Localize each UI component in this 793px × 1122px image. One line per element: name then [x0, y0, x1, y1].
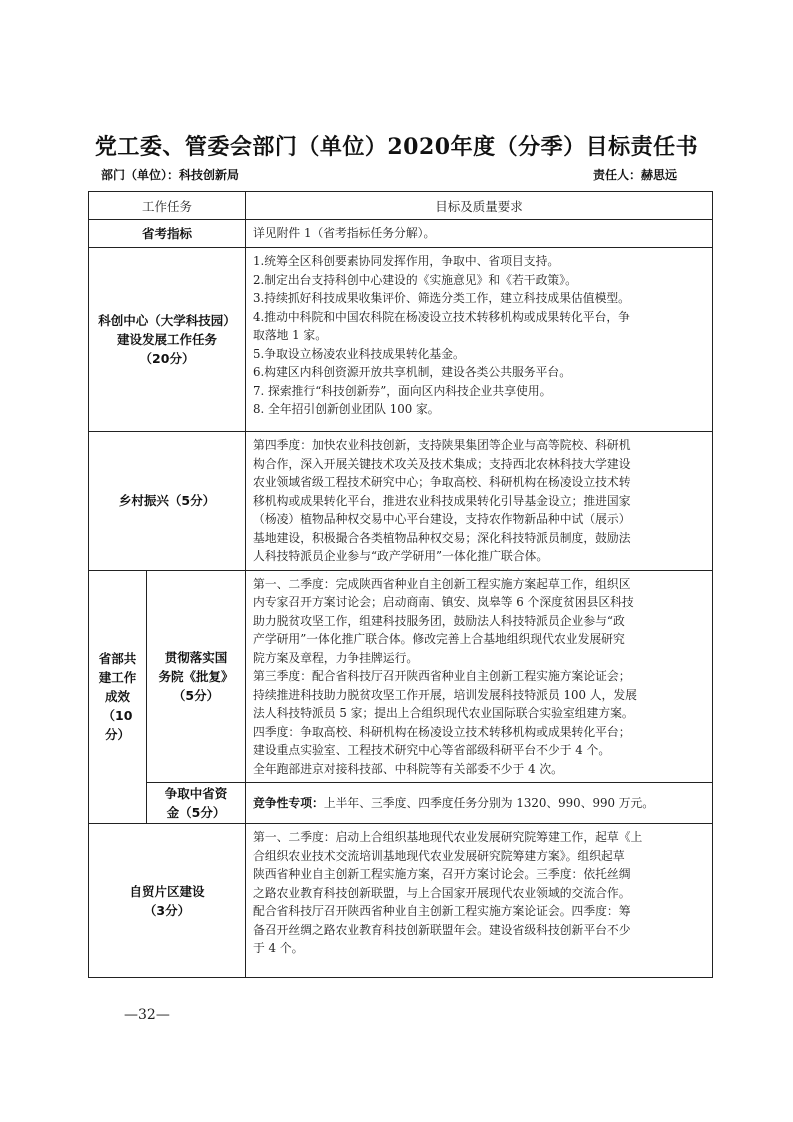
document-title: 党工委、管委会部门（单位）2020年度（分季）目标责任书: [94, 134, 699, 160]
target-responsibility-table: [88, 191, 713, 978]
table-row: [89, 248, 713, 432]
row-label-rural-revitalization: 乡村振兴（5分）: [89, 432, 246, 571]
table-row: [89, 432, 713, 571]
subrow-content-central-provincial-funds: 竞争性专项：上半年、三季度、四季度任务分别为 1320、990、990 万元。: [246, 783, 713, 824]
row-content-free-trade-zone: 第一、二季度：启动上合组织基地现代农业发展研究院筹建工作，起草《上 合组织农业技术交流培训基地现代农业发展研究院筹建方案》。组织起草 陕西省种业自主创新工程实施方案，召开方案讨论会。三季度：依托丝绸 之路农业教育科技创新联盟，与上合国家开展现代农业领域的交流合作。 配合省科技厅召开陕西省种业自主创新工程实施方案论证会。四季度：筹 备召开丝绸之路农业教育科技创新联盟年会。建设省级科技创新平台不少 于 4 个。: [246, 824, 713, 978]
row-content-provincial-indicators: 详见附件 1（省考指标任务分解）。: [246, 220, 713, 248]
row-label-ministry-province-cooperation: 省部共 建工作 成效 （10 分）: [89, 570, 147, 824]
responsible-person-label: 责任人：赫思远: [593, 168, 678, 182]
subrow-content-state-council-approval: 第一、二季度：完成陕西省种业自主创新工程实施方案起草工作，组织区 内专家召开方案讨论会；启动商南、镇安、岚皋等 6 个深度贫困县区科技 助力脱贫攻坚工作，组建科技服务团，鼓励法人科技特派员企业参与“政 产学研用”一体化推广联合体。修改完善上合基地组织现代农业发展研究 院方案及章程，力争挂牌运行。 第三季度：配合省科技厅召开陕西省种业自主创新工程实施方案论证会； 持续推进科技助力脱贫攻坚工作开展，培训发展科技特派员 100 人，发展 法人科技特派员 5 家；提出上合组织现代农业国际联合实验室组建方案。 四季度：争取高校、科研机构在杨凌设立技术转移机构或成果转化平台； 建设重点实验室、工程技术研究中心等省部级科研平台不少于 4 个。 全年跑部进京对接科技部、中科院等有关部委不少于 4 次。: [246, 570, 713, 783]
competitive-project-label: 竞争性专项：: [253, 795, 324, 810]
table-row: [89, 220, 713, 248]
row-content-rural-revitalization: 第四季度：加快农业科技创新，支持陕果集团等企业与高等院校、科研机 构合作，深入开展关键技术攻关及技术集成；支持西北农林科技大学建设 农业领域省级工程技术研究中心；争取高校、科研机构在杨凌设立技术转 移机构或成果转化平台，推进农业科技成果转化引导基金设立；推进国家 （杨凌）植物品种权交易中心平台建设，支持农作物新品种中试（展示） 基地建设，积极撮合各类植物品种权交易；深化科技特派员制度，鼓励法 人科技特派员企业参与“政产学研用”一体化推广联合体。: [246, 432, 713, 571]
page-number: —32—: [124, 1007, 170, 1023]
department-label: 部门（单位）：科技创新局: [101, 168, 240, 182]
column-header-goal: 目标及质量要求: [246, 192, 713, 220]
row-label-science-innovation-center: 科创中心（大学科技园） 建设发展工作任务 （20分）: [89, 248, 246, 432]
column-header-task: 工作任务: [89, 192, 246, 220]
subrow-label-state-council-approval: 贯彻落实国 务院《批复》 （5分）: [147, 570, 246, 783]
row-label-provincial-indicators: 省考指标: [89, 220, 246, 248]
row-label-free-trade-zone: 自贸片区建设 （3分）: [89, 824, 246, 978]
table-row: [89, 570, 713, 783]
table-header-row: [89, 192, 713, 220]
row-content-science-innovation-center: 1.统筹全区科创要素协同发挥作用，争取中、省项目支持。 2.制定出台支持科创中心建设的《实施意见》和《若干政策》。 3.持续抓好科技成果收集评价、筛选分类工作，建立科技成果估值模型。 4.推动中科院和中国农科院在杨凌设立技术转移机构或成果转化平台，争 取落地 1 家。 5.争取设立杨凌农业科技成果转化基金。 6.构建区内科创资源开放共享机制，建设各类公共服务平台。 7. 探索推行“科技创新券”，面向区内科技企业共享使用。 8. 全年招引创新创业团队 100 家。: [246, 248, 713, 432]
table-row: [89, 783, 713, 824]
table-row: [89, 824, 713, 978]
subrow-label-central-provincial-funds: 争取中省资 金（5分）: [147, 783, 246, 824]
